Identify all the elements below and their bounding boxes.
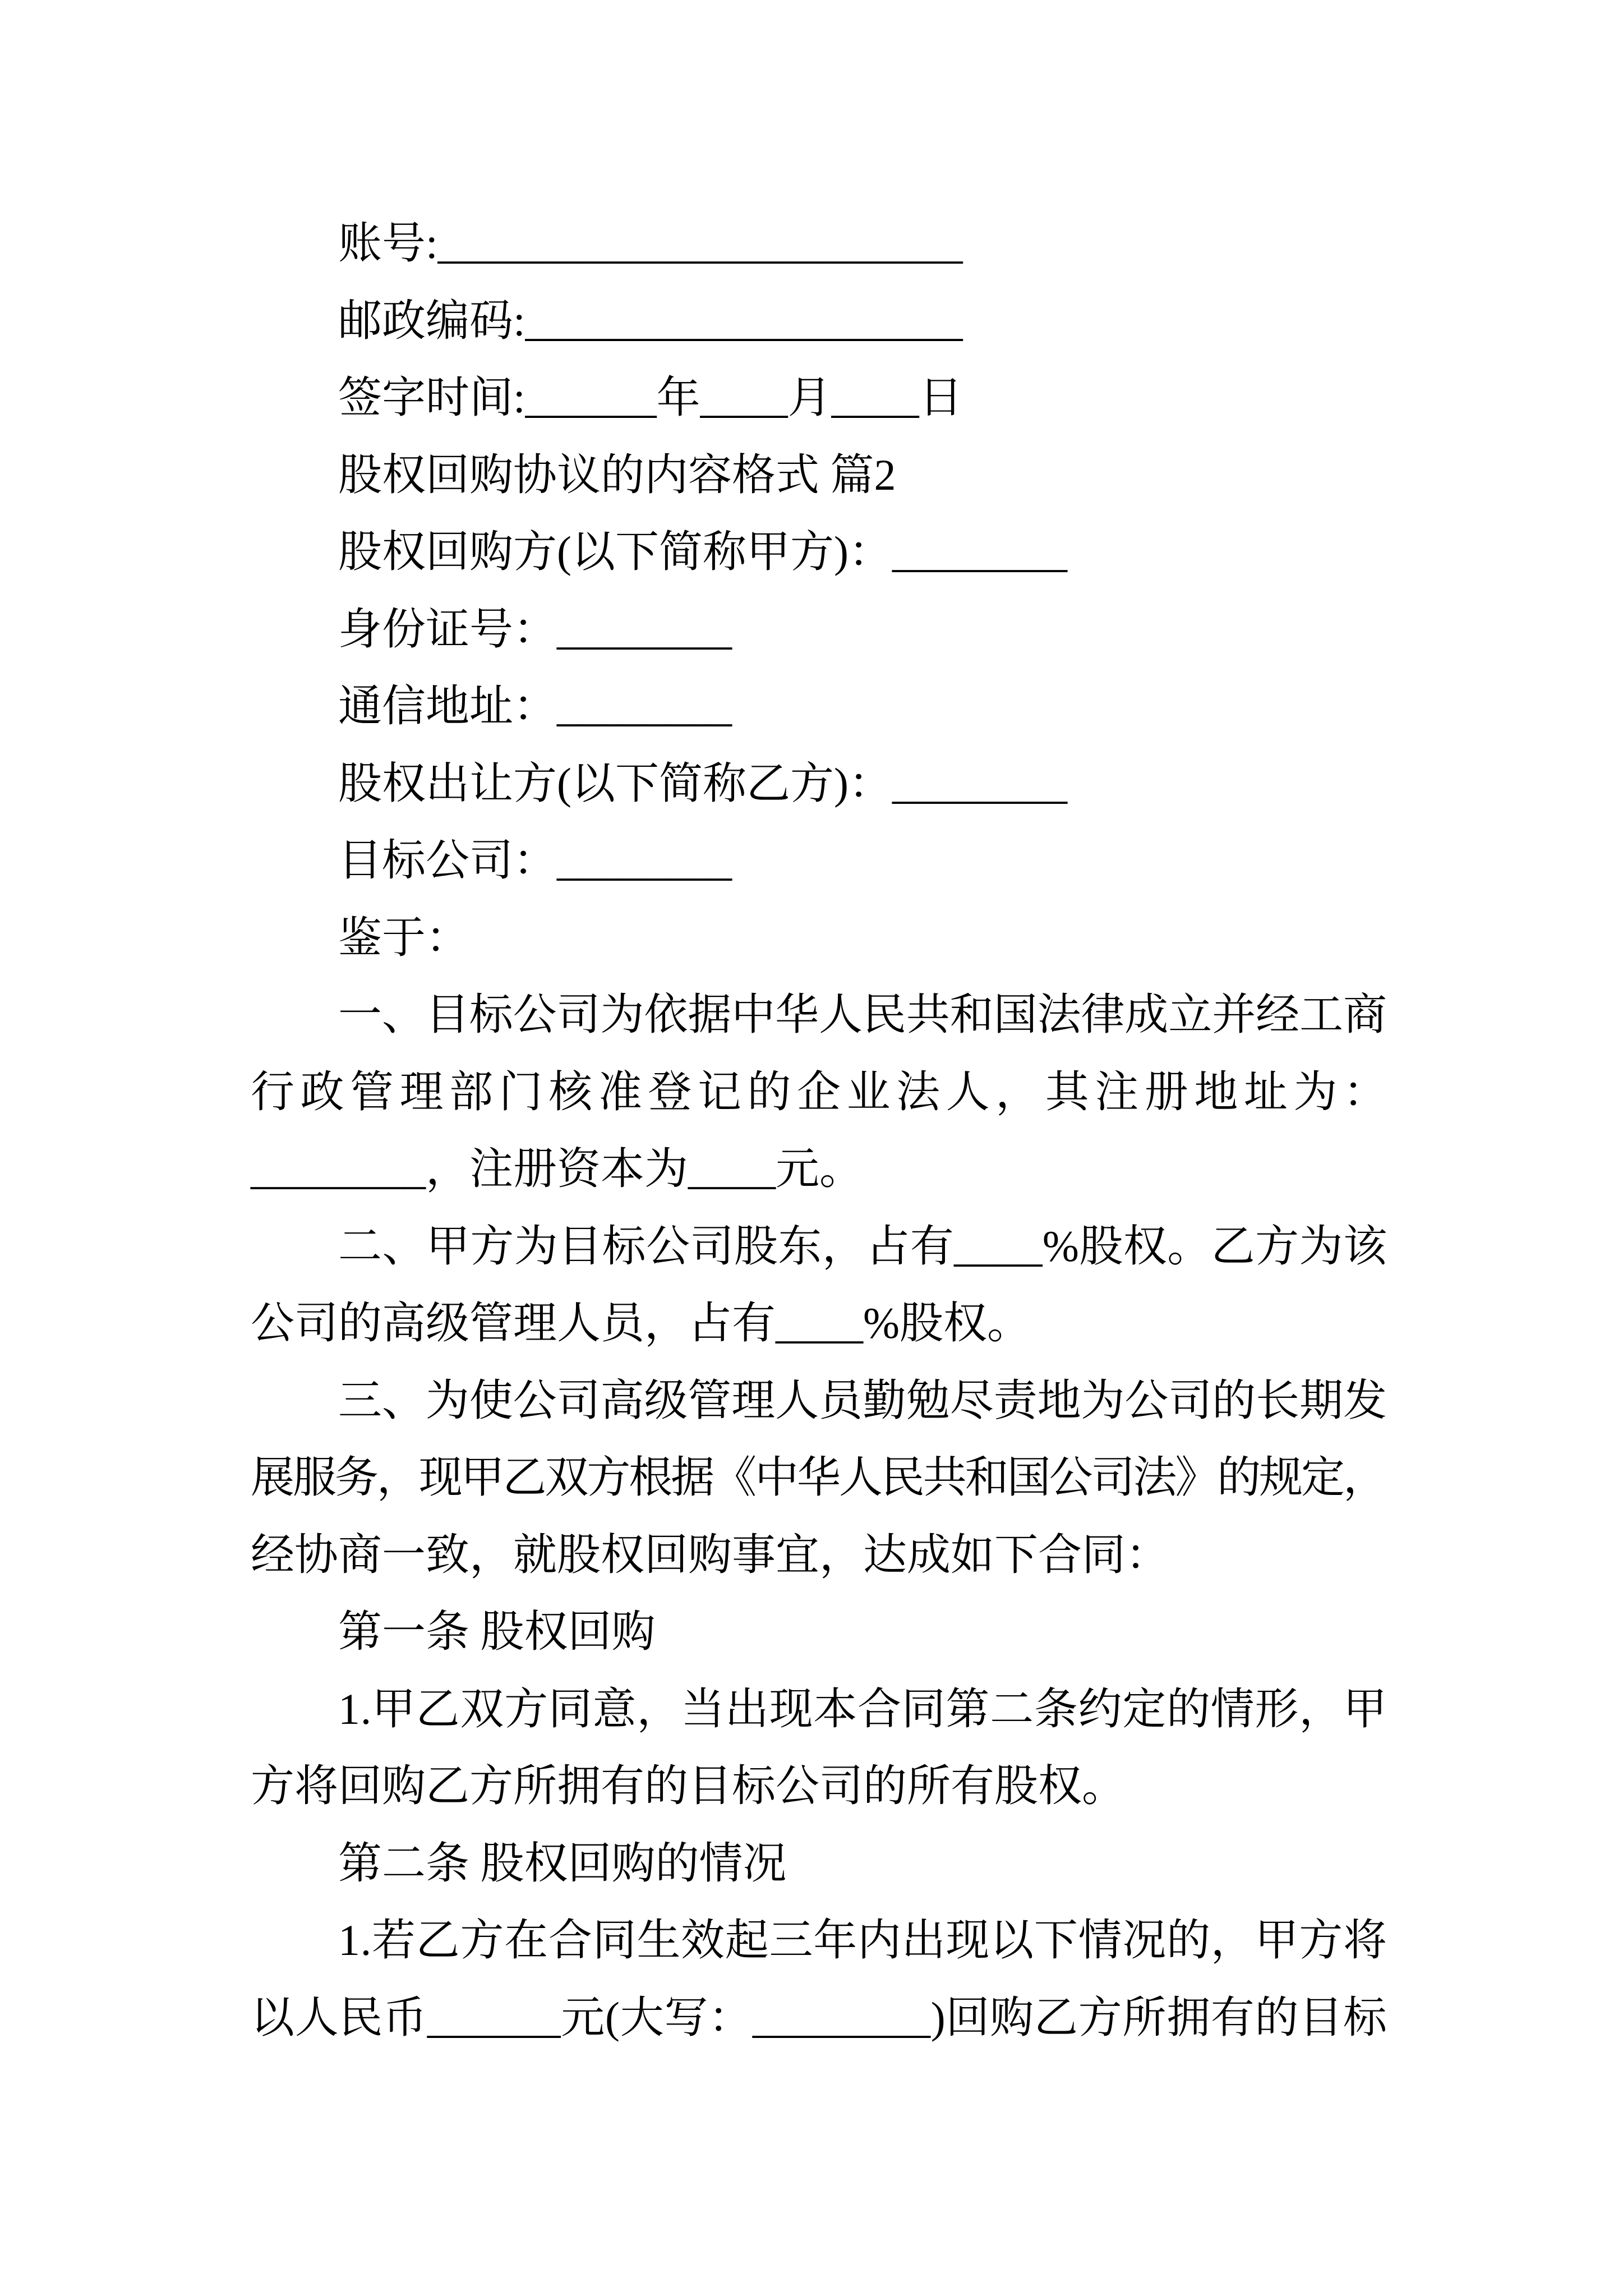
document-page	[251, 205, 1393, 2056]
article-1	[251, 1593, 1387, 1825]
article-1-title-text: 第一条 股权回购	[338, 1607, 656, 1656]
recitals-intro-text: 鉴于：	[338, 913, 470, 962]
article-1-clause-1-line-1	[338, 1671, 1387, 1748]
repurchaser-field	[338, 513, 1387, 591]
recital-3-line-3	[251, 1516, 1387, 1594]
id-number-field-text: 身份证号：________	[338, 604, 732, 654]
repurchaser-field-text: 股权回购方(以下简称甲方)：________	[338, 527, 1067, 576]
recital-2-line-2-text: 公司的高级管理人员，占有____%股权。	[251, 1299, 1031, 1347]
signature-block	[251, 205, 1387, 436]
recital-3-line-1	[338, 1362, 1387, 1439]
transferor-field-text: 股权出让方(以下简称乙方)：________	[338, 758, 1067, 808]
postal-code-field-text: 邮政编码:____________________	[338, 296, 963, 345]
target-company-field	[338, 822, 1387, 899]
recital-3	[251, 1362, 1387, 1594]
target-company-field-text: 目标公司：________	[338, 836, 732, 885]
account-field-text: 账号:________________________	[338, 219, 963, 268]
article-2-title-text: 第二条 股权回购的情况	[338, 1838, 787, 1888]
recital-3-line-2-text: 展服务，现甲乙双方根据《中华人民共和国公司法》的规定，	[251, 1453, 1385, 1502]
article-2-clause-1-line-2	[251, 1979, 1387, 2056]
sign-date-field-text: 签字时间:______年____月____日	[338, 373, 963, 422]
article-2-clause-1	[251, 1902, 1387, 2056]
article-2-title	[338, 1825, 1387, 1902]
article-1-clause-1-line-2-text: 方将回购乙方所拥有的目标公司的所有股权。	[251, 1761, 1126, 1810]
address-field	[338, 668, 1387, 745]
recital-1	[251, 976, 1393, 1208]
article-2-clause-1-line-2-text: 以人民币______元(大写：________)回购乙方所拥有的目标	[251, 1993, 1387, 2042]
recital-2-line-1	[338, 1208, 1387, 1285]
article-1-clause-1-line-2	[251, 1747, 1387, 1825]
recital-1-line-3	[251, 1130, 1387, 1208]
postal-code-field	[338, 282, 1387, 360]
recital-3-line-3-text: 经协商一致，就股权回购事宜，达成如下合同：	[251, 1530, 1170, 1579]
section-heading	[338, 436, 1387, 514]
recital-1-line-3-text: ________，注册资本为____元。	[251, 1144, 864, 1193]
article-1-clause-1-line-1-text: 1.甲乙双方同意，当出现本合同第二条约定的情形，甲	[338, 1684, 1387, 1733]
recitals-intro	[338, 899, 1387, 977]
article-1-title	[338, 1593, 1387, 1671]
article-2-clause-1-line-1	[338, 1902, 1387, 1979]
recital-1-line-1-text: 一、目标公司为依据中华人民共和国法律成立并经工商	[338, 990, 1387, 1039]
parties-block	[251, 513, 1387, 899]
article-2	[251, 1825, 1387, 2056]
recital-3-line-1-text: 三、为使公司高级管理人员勤勉尽责地为公司的长期发	[338, 1375, 1387, 1425]
section-heading-text: 股权回购协议的内容格式 篇2	[338, 450, 896, 499]
article-2-clause-1-line-1-text: 1.若乙方在合同生效起三年内出现以下情况的，甲方将	[338, 1916, 1387, 1964]
id-number-field	[338, 591, 1387, 668]
recital-2	[251, 1208, 1387, 1362]
recitals-block	[251, 899, 1393, 1594]
recital-1-line-2	[251, 1053, 1393, 1131]
recital-1-line-1	[338, 976, 1387, 1053]
article-1-clause-1	[251, 1671, 1387, 1825]
sign-date-field	[338, 359, 1387, 436]
account-field	[338, 205, 1387, 282]
recital-2-line-2	[251, 1285, 1387, 1362]
address-field-text: 通信地址：________	[338, 682, 732, 730]
recital-1-line-2-text: 行政管理部门核准登记的企业法人，其注册地址为：	[251, 1067, 1393, 1116]
transferor-field	[338, 745, 1387, 822]
recital-2-line-1-text: 二、甲方为目标公司股东，占有____%股权。乙方为该	[338, 1221, 1387, 1271]
recital-3-line-2	[251, 1439, 1387, 1516]
